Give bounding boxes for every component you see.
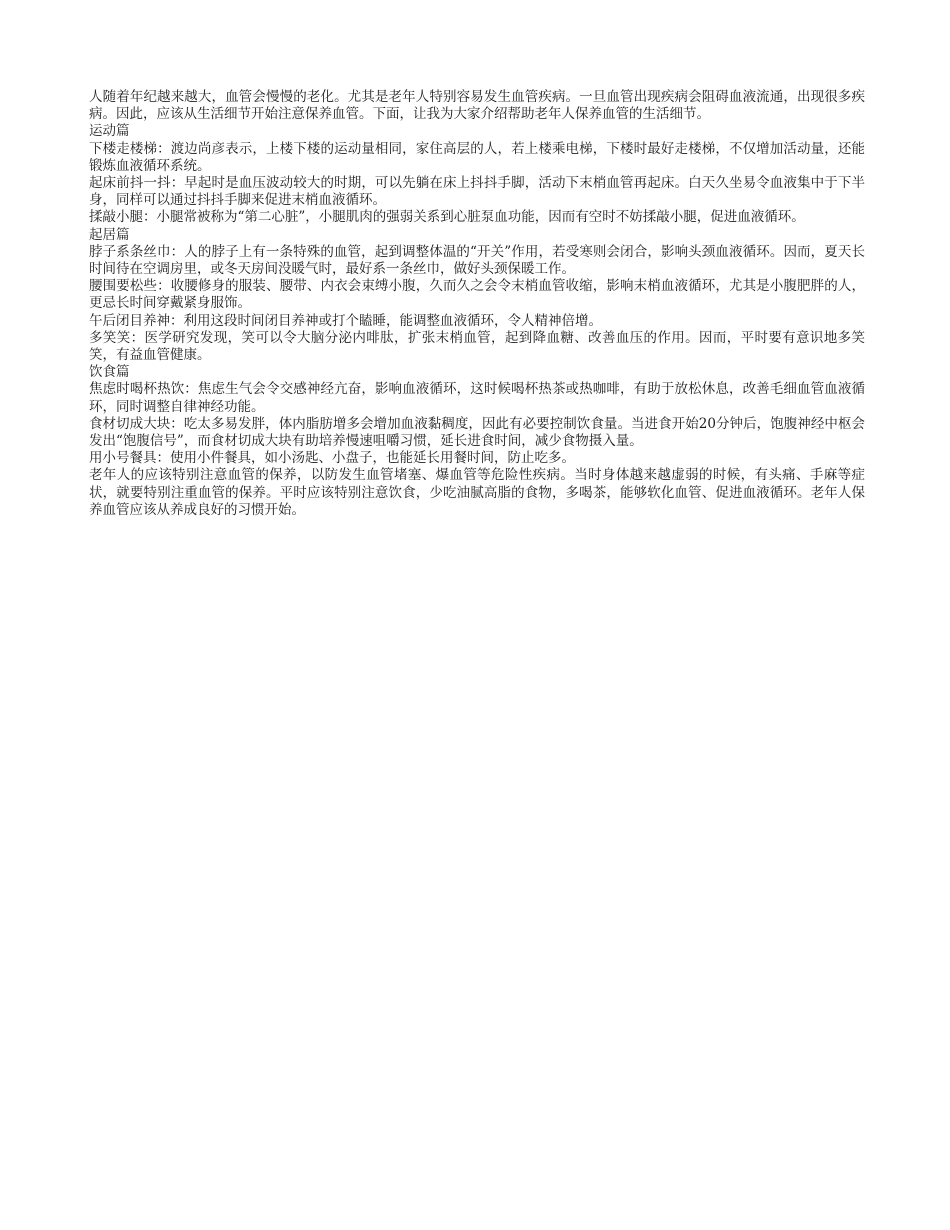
exercise-tip-stairs: 下楼走楼梯：渡边尚彦表示，上楼下楼的运动量相同，家住高层的人，若上楼乘电梯，下楼时最好走楼梯，不仅增加活动量，还能锻炼血液循环系统。: [89, 140, 865, 174]
section-heading-diet: 饮食篇: [89, 364, 130, 381]
diet-tip-small-tableware: 用小号餐具：使用小件餐具，如小汤匙、小盘子，也能延长用餐时间，防止吃多。: [89, 450, 575, 467]
document-body: [89, 89, 865, 519]
exercise-tip-shake: 起床前抖一抖：早起时是血压波动较大的时期，可以先躺在床上抖抖手脚，活动下末梢血管再起床。白天久坐易令血液集中于下半身，同样可以通过抖抖手脚来促进末梢血液循环。: [89, 175, 865, 209]
section-heading-daily-life: 起居篇: [89, 226, 130, 243]
diet-tip-hot-drink: 焦虑时喝杯热饮：焦虑生气会令交感神经亢奋，影响血液循环，这时候喝杯热茶或热咖啡，有助于放松休息，改善毛细血管血液循环，同时调整自律神经功能。: [89, 381, 865, 415]
diet-tip-large-chunks: 食材切成大块：吃太多易发胖，体内脂肪增多会增加血液黏稠度，因此有必要控制饮食量。当进食开始20分钟后，饱腹神经中枢会发出“饱腹信号”，而食材切成大块有助培养慢速咀嚼习惯，延长进食时间，减少食物摄入量。: [89, 415, 865, 450]
exercise-tip-calf: 揉敲小腿：小腿常被称为“第二心脏”，小腿肌肉的强弱关系到心脏泵血功能，因而有空时不妨揉敲小腿，促进血液循环。: [89, 209, 805, 226]
daily-tip-laugh: 多笑笑：医学研究发现，笑可以令大脑分泌内啡肽，扩张末梢血管，起到降血糖、改善血压的作用。因而，平时要有意识地多笑笑，有益血管健康。: [89, 329, 865, 364]
conclusion-paragraph: 老年人的应该特别注意血管的保养，以防发生血管堵塞、爆血管等危险性疾病。当时身体越来越虚弱的时候，有头痛、手麻等症状，就要特别注重血管的保养。平时应该特别注意饮食，少吃油腻高脂的食物，多喝茶，能够软化血管、促进血液循环。老年人保养血管应该从养成良好的习惯开始。: [89, 467, 865, 518]
daily-tip-nap: 午后闭目养神：利用这段时间闭目养神或打个瞌睡，能调整血液循环，令人精神倍增。: [89, 312, 602, 329]
section-heading-exercise: 运动篇: [89, 123, 130, 140]
intro-paragraph: 人随着年纪越来越大，血管会慢慢的老化。尤其是老年人特别容易发生血管疾病。一旦血管出现疾病会阻碍血液流通，出现很多疾病。因此，应该从生活细节开始注意保养血管。下面，让我为大家介绍帮助老年人保养血管的生活细节。: [89, 89, 865, 123]
daily-tip-scarf: 脖子系条丝巾：人的脖子上有一条特殊的血管，起到调整体温的“开关”作用，若受寒则会闭合，影响头颈血液循环。因而，夏天长时间待在空调房里，或冬天房间没暖气时，最好系一条丝巾，做好头颈保暖工作。: [89, 243, 865, 278]
daily-tip-waist: 腰围要松些：收腰修身的服装、腰带、内衣会束缚小腹，久而久之会令末梢血管收缩，影响末梢血液循环，尤其是小腹肥胖的人，更忌长时间穿戴紧身服饰。: [89, 278, 865, 312]
